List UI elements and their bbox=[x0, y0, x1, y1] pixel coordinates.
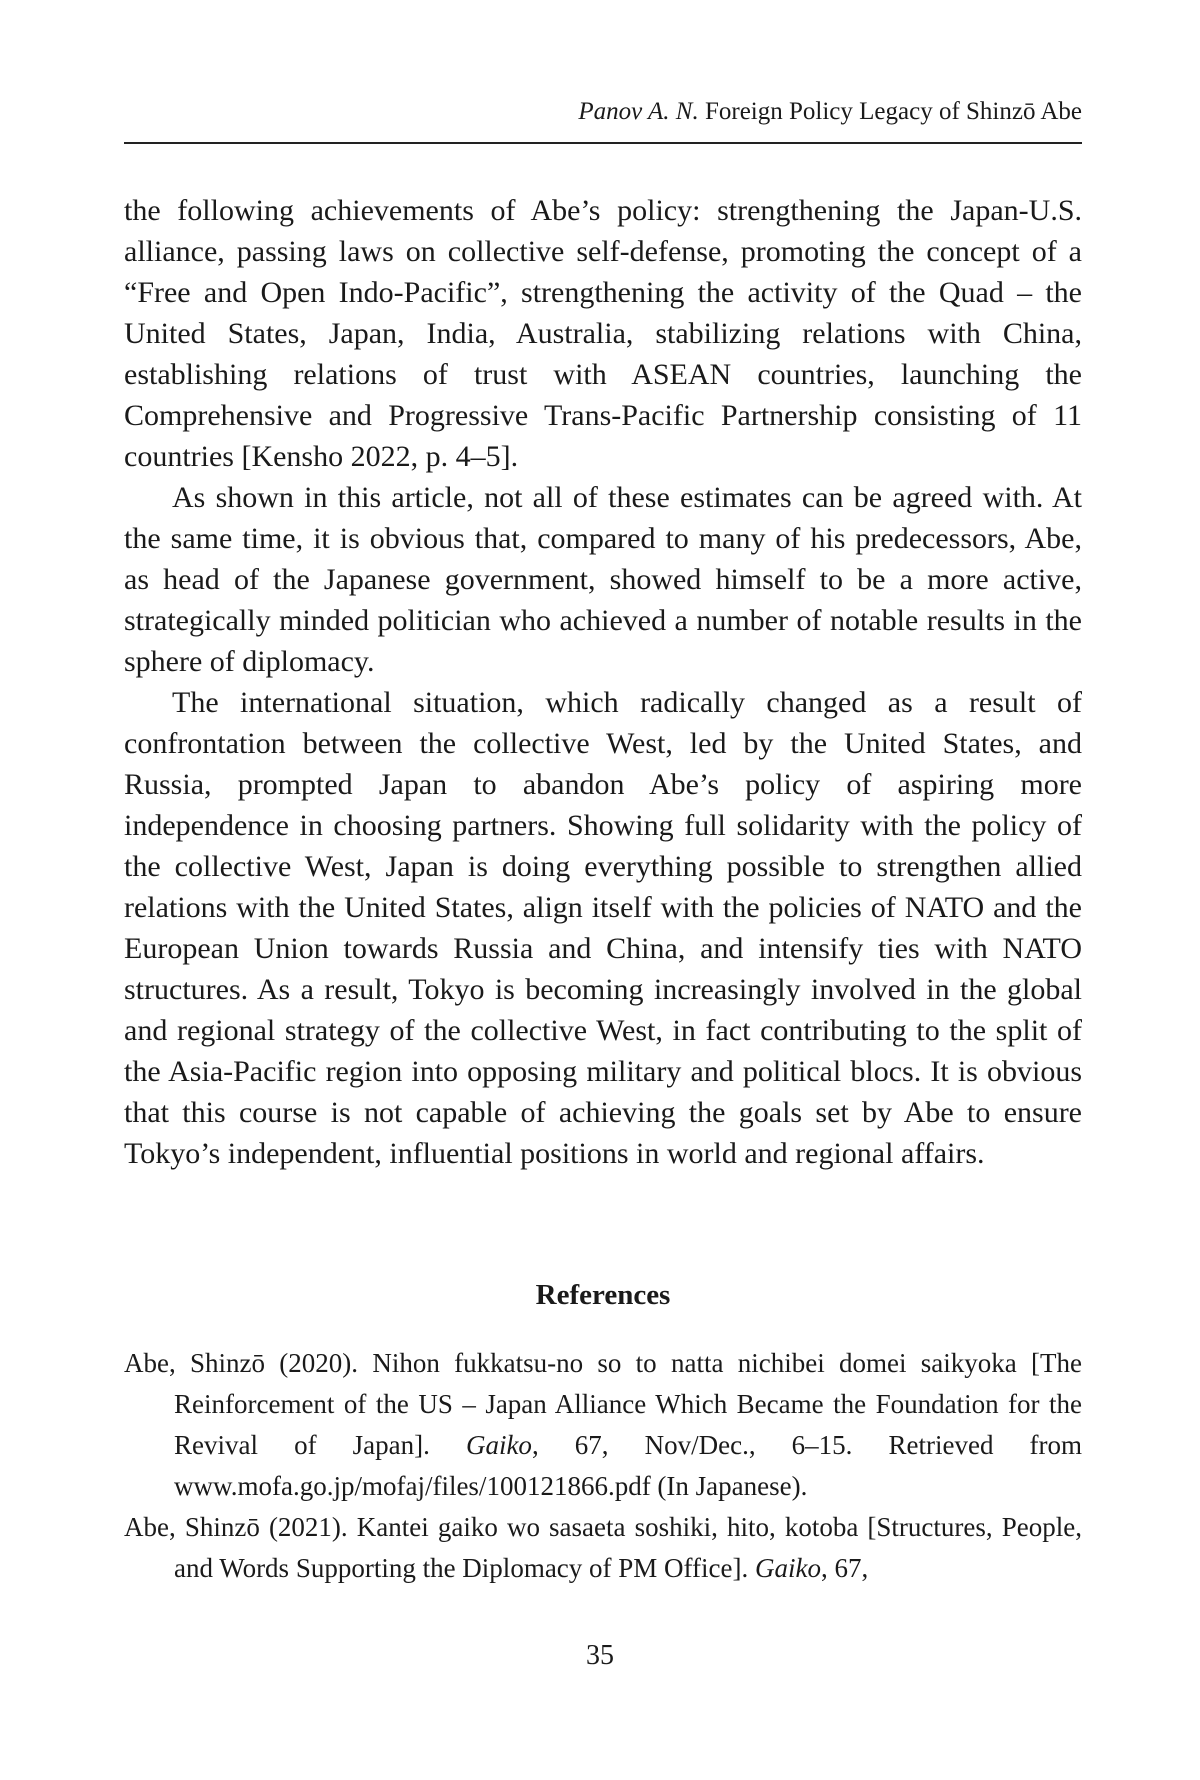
reference-entry bbox=[124, 1343, 1082, 1507]
body-paragraph: The international situation, which radically changed as a result of confrontation between the collective West, led by the United States, and Russia, prompted Japan to abandon Abe’s policy of aspiring more independence in choosing partners. Showing full solidarity with the policy of the collective West, Japan is doing everything possible to strengthen allied relations with the United States, align itself with the policies of NATO and the European Union towards Russia and China, and intensify ties with NATO structures. As a result, Tokyo is becoming increasingly involved in the global and regional strategy of the collective West, in fact contributing to the split of the Asia-Pacific region into opposing military and political blocs. It is obvious that this course is not capable of achieving the goals set by Abe to ensure Tokyo’s independent, influential positions in world and regional affairs. bbox=[124, 686, 1082, 1170]
body-paragraph: the following achievements of Abe’s policy: strengthening the Japan-U.S. alliance, passing laws on collective self-defense, promoting the concept of a “Free and Open Indo-Pacific”, strengthening the activity of the Quad – the United States, Japan, India, Australia, stabilizing relations with China, establishing relations of trust with ASEAN countries, launching the Comprehensive and Progressive Trans-Pacific Partnership consisting of 11 countries [Kensho 2022, p. 4–5]. bbox=[124, 194, 1082, 473]
article-body bbox=[124, 190, 1082, 1174]
reference-journal: Gaiko bbox=[465, 1430, 532, 1460]
reference-text: Abe, Shinzō (2020). Nihon fukkatsu-no so to natta nichibei domei saikyoka [The Reinforcement of the US – Japan Alliance Which Became the Foundation for the Revival of Japan]. bbox=[124, 1348, 1082, 1460]
reference-entry bbox=[124, 1507, 1082, 1589]
reference-journal: Gaiko bbox=[755, 1553, 821, 1583]
reference-text: Abe, Shinzō (2021). Kantei gaiko wo sasaeta soshiki, hito, kotoba [Structures, People, and Words Supporting the Diplomacy of PM Office]. bbox=[124, 1512, 1082, 1583]
reference-text: , 67, bbox=[821, 1553, 869, 1583]
references-heading: References bbox=[535, 1279, 671, 1311]
running-header bbox=[124, 98, 1082, 144]
body-paragraph: As shown in this article, not all of these estimates can be agreed with. At the same time, it is obvious that, compared to many of his predecessors, Abe, as head of the Japanese government, showed himself to be a more active, strategically minded politician who achieved a number of notable results in the sphere of diplomacy. bbox=[124, 481, 1082, 678]
page-number: 35 bbox=[586, 1640, 614, 1671]
references-list bbox=[124, 1343, 1082, 1589]
header-author: Panov A. N. bbox=[578, 98, 699, 125]
reference-text: , 67, Nov/Dec., 6–15. Retrieved from www.mofa.go.jp/mofaj/files/100121866.pdf (In Japanese). bbox=[174, 1430, 1083, 1501]
header-title: Foreign Policy Legacy of Shinzō Abe bbox=[704, 98, 1082, 125]
